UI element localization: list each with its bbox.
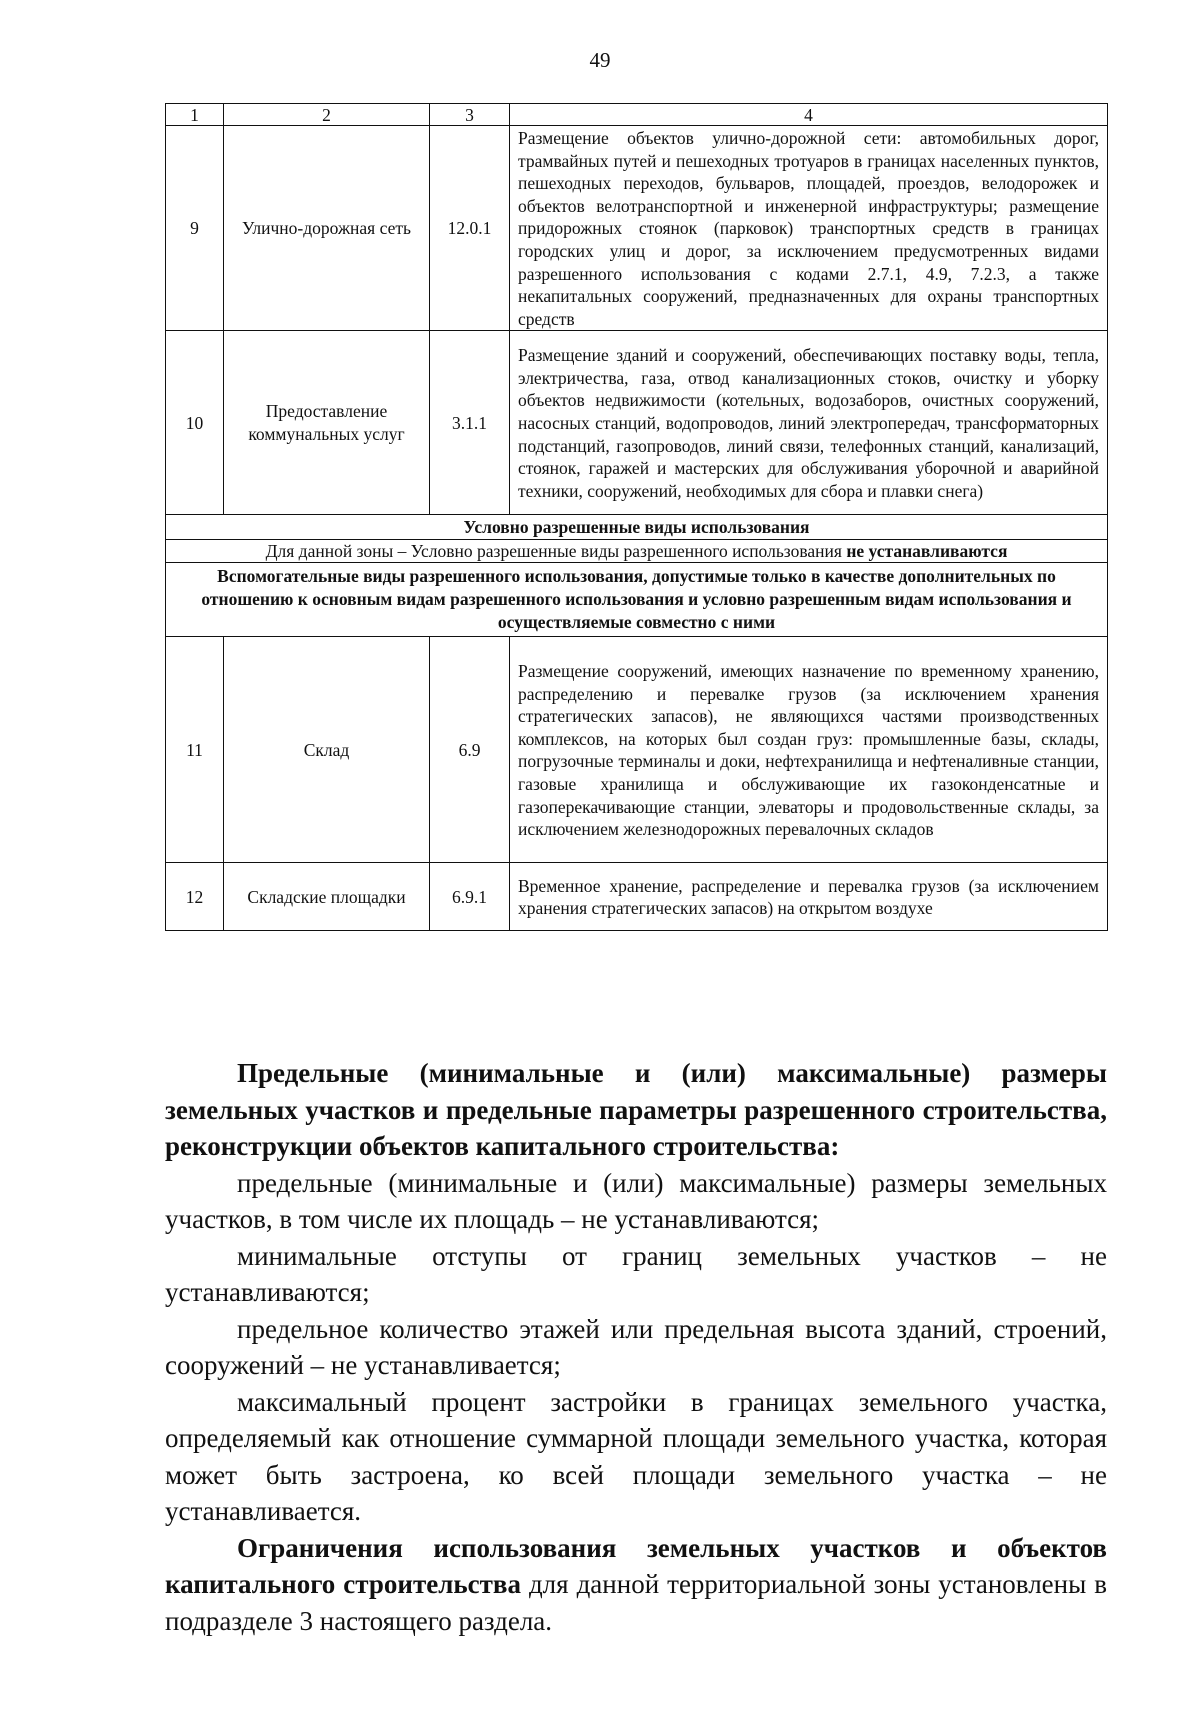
use-type-name: Склад — [224, 637, 430, 863]
use-type-code: 6.9.1 — [430, 863, 510, 931]
page-number: 49 — [589, 48, 611, 72]
land-use-table — [165, 103, 1108, 931]
row-number: 12 — [166, 863, 224, 931]
conditional-uses-title: Условно разрешенные виды использования — [166, 515, 1108, 540]
row-number: 11 — [166, 637, 224, 863]
table-row — [166, 637, 1108, 863]
use-type-description: Размещение сооружений, имеющих назначение по временному хранению, распределению и перевалке грузов (за исключением хранения стратегических запасов), не являющихся частями производственных комплексов, на которых был создан груз: промышленные базы, склады, погрузочные терминалы и доки, нефтехранилища и нефтеналивные станции, газовые хранилища и обслуживающие их газоконденсатные и газоперекачивающие станции, элеваторы и продовольственные склады, за исключением железнодорожных перевалочных складов — [510, 637, 1108, 863]
table-row — [166, 863, 1108, 931]
use-type-code: 6.9 — [430, 637, 510, 863]
parameters-section — [165, 1055, 1107, 1639]
section-row — [166, 515, 1108, 540]
header-cell-1: 1 — [166, 104, 224, 126]
use-type-name: Предоставление коммунальных услуг — [224, 331, 430, 515]
restrictions-rest: для данной территориальной зоны установлены в подразделе 3 настоящего раздела. — [165, 1569, 1107, 1636]
use-type-code: 3.1.1 — [430, 331, 510, 515]
parameter-paragraph: предельное количество этажей или предельная высота зданий, строений, сооружений – не устанавливается; — [165, 1313, 1107, 1380]
use-type-name: Складские площадки — [224, 863, 430, 931]
use-type-code: 12.0.1 — [430, 126, 510, 331]
parameter-paragraph: предельные (минимальные и (или) максимальные) размеры земельных участков, в том числе их площадь – не устанавливаются; — [165, 1167, 1107, 1234]
notice-row — [166, 540, 1108, 563]
auxiliary-uses-title: Вспомогательные виды разрешенного использования, допустимые только в качестве дополнительных по отношению к основным видам разрешенного использования и условно разрешенным видам использования и осуществляемые совместно с ними — [166, 563, 1108, 637]
conditional-uses-notice — [166, 540, 1108, 563]
table-row — [166, 126, 1108, 331]
row-number: 10 — [166, 331, 224, 515]
row-number: 9 — [166, 126, 224, 331]
restrictions-paragraph — [165, 1530, 1107, 1640]
use-type-description: Временное хранение, распределение и перевалка грузов (за исключением хранения стратегических запасов) на открытом воздухе — [510, 863, 1108, 931]
use-type-name: Улично-дорожная сеть — [224, 126, 430, 331]
parameters-heading: Предельные (минимальные и (или) максимальные) размеры земельных участков и предельные параметры разрешенного строительства, реконструкции объектов капитального строительства: — [165, 1058, 1107, 1161]
header-cell-4: 4 — [510, 104, 1108, 126]
table-row — [166, 331, 1108, 515]
table-header-row — [166, 104, 1108, 126]
restrictions-bold: Ограничения использования земельных участков и объектов капитального строительства — [165, 1532, 1107, 1599]
notice-prefix: Для данной зоны – Условно разрешенные виды разрешенного использования — [265, 541, 847, 562]
header-cell-2: 2 — [224, 104, 430, 126]
section-row — [166, 563, 1108, 637]
parameter-paragraph: минимальные отступы от границ земельных участков – не устанавливаются; — [165, 1240, 1107, 1307]
header-cell-3: 3 — [430, 104, 510, 126]
use-type-description: Размещение зданий и сооружений, обеспечивающих поставку воды, тепла, электричества, газа, отвод канализационных стоков, очистку и уборку объектов недвижимости (котельных, водозаборов, очистных сооружений, насосных станций, водопроводов, линий электропередач, трансформаторных подстанций, газопроводов, линий связи, телефонных станций, канализаций, стоянок, гаражей и мастерских для обслуживания уборочной и аварийной техники, сооружений, необходимых для сбора и плавки снега) — [510, 331, 1108, 515]
notice-bold: не устанавливаются — [846, 541, 1008, 562]
use-type-description: Размещение объектов улично-дорожной сети: автомобильных дорог, трамвайных путей и пешеходных тротуаров в границах населенных пунктов, пешеходных переходов, бульваров, площадей, проездов, велодорожек и объектов велотранспортной и инженерной инфраструктуры; размещение придорожных стоянок (парковок) транспортных средств в границах городских улиц и дорог, за исключением предусмотренных видами разрешенного использования с кодами 2.7.1, 4.9, 7.2.3, а также некапитальных сооружений, предназначенных для охраны транспортных средств — [510, 126, 1108, 331]
parameter-paragraph: максимальный процент застройки в границах земельного участка, определяемый как отношение суммарной площади земельного участка, которая может быть застроена, ко всей площади земельного участка – не устанавливается. — [165, 1386, 1107, 1526]
